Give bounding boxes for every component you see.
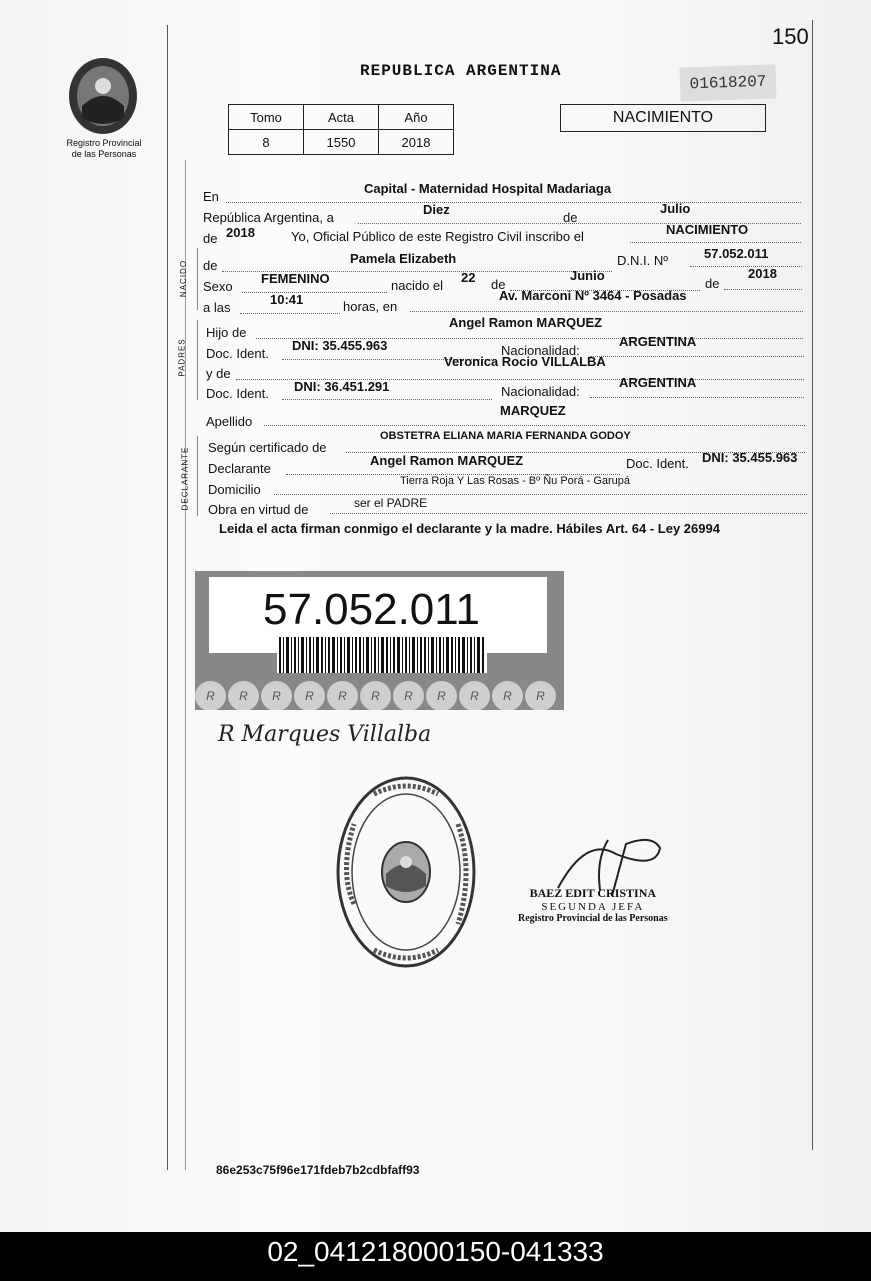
logo-caption bbox=[52, 138, 156, 160]
serial-number: 01618207 bbox=[679, 64, 776, 101]
dotted-line bbox=[724, 289, 802, 290]
dni-sticker bbox=[195, 571, 564, 710]
document-type-box: NACIMIENTO bbox=[560, 104, 766, 132]
legal-text: Leida el acta firman conmigo el declarante y la madre. Hábiles Art. 64 - Ley 26994 bbox=[219, 521, 720, 536]
label-horas: horas, en bbox=[343, 299, 398, 314]
label-name: de bbox=[203, 258, 218, 273]
label-declarante: Declarante bbox=[208, 461, 271, 476]
security-pattern bbox=[195, 681, 564, 710]
label-apellido: Apellido bbox=[206, 414, 253, 429]
label-doc-father: Doc. Ident. bbox=[206, 346, 269, 361]
value-dni: 57.052.011 bbox=[704, 246, 769, 261]
logo-caption-line1: Registro Provincial bbox=[66, 138, 142, 148]
pattern-r: R bbox=[228, 681, 259, 710]
page-number: 150 bbox=[772, 24, 809, 49]
value-acta: 1550 bbox=[304, 130, 379, 155]
provincial-shield-icon bbox=[64, 56, 142, 136]
dotted-line bbox=[590, 397, 804, 398]
value-inscribe: NACIMIENTO bbox=[666, 222, 749, 237]
pattern-r: R bbox=[360, 681, 391, 710]
value-certificado: OBSTETRA ELIANA MARIA FERNANDA GODOY bbox=[380, 430, 631, 442]
label-hijo: Hijo de bbox=[206, 325, 247, 340]
header-anio: Año bbox=[379, 105, 454, 130]
left-border-line bbox=[167, 25, 168, 1170]
pattern-r: R bbox=[459, 681, 490, 710]
value-birth-year: 2018 bbox=[748, 266, 777, 281]
dotted-line bbox=[330, 513, 807, 514]
label-sexo: Sexo bbox=[203, 279, 233, 294]
label-republica: República Argentina, a bbox=[203, 210, 334, 225]
header-tomo: Tomo bbox=[229, 105, 304, 130]
dotted-line bbox=[630, 242, 801, 243]
label-dni: D.N.I. Nº bbox=[617, 253, 668, 268]
section-label-nacido: NACIDO bbox=[179, 259, 189, 298]
pattern-r: R bbox=[525, 681, 556, 710]
value-day: Diez bbox=[423, 202, 450, 217]
section-label-declarante: DECLARANTE bbox=[180, 446, 190, 511]
label-doc-declarante: Doc. Ident. bbox=[626, 456, 689, 471]
parent-signatures: R Marques Villalba bbox=[218, 722, 432, 747]
official-title: SEGUNDA JEFA bbox=[541, 901, 645, 913]
value-tomo: 8 bbox=[229, 130, 304, 155]
pattern-r: R bbox=[195, 681, 226, 710]
value-mother-nac: ARGENTINA bbox=[619, 375, 697, 390]
dotted-line bbox=[240, 313, 340, 314]
label-en: En bbox=[203, 189, 219, 204]
value-mother-doc: DNI: 36.451.291 bbox=[294, 379, 390, 394]
logo-caption-line2: de las Personas bbox=[71, 149, 137, 159]
label-de-year: de bbox=[203, 231, 218, 246]
dotted-line bbox=[282, 399, 492, 400]
dni-sticker-number: 57.052.011 bbox=[263, 585, 480, 634]
inner-border-line bbox=[185, 160, 186, 1170]
section-bar-declarante bbox=[197, 436, 198, 516]
label-hora: a las bbox=[203, 300, 231, 315]
registry-header-row bbox=[229, 105, 454, 130]
label-certificado: Según certificado de bbox=[208, 440, 327, 455]
label-de-byear: de bbox=[705, 276, 720, 291]
section-bar-nacido bbox=[197, 248, 198, 310]
pattern-r: R bbox=[492, 681, 523, 710]
value-declarante-doc: DNI: 35.455.963 bbox=[702, 450, 798, 465]
barcode-icon bbox=[277, 637, 487, 673]
section-bar-padres bbox=[197, 320, 198, 400]
value-domicilio: Tierra Roja Y Las Rosas - Bº Ñu Porá - Garupá bbox=[400, 475, 631, 487]
pattern-r: R bbox=[393, 681, 424, 710]
label-nac-mother: Nacionalidad: bbox=[501, 384, 580, 399]
value-anio: 2018 bbox=[379, 130, 454, 155]
label-de-month: de bbox=[563, 210, 578, 225]
label-obra: Obra en virtud de bbox=[208, 502, 309, 517]
dotted-line bbox=[410, 311, 803, 312]
value-mother: Veronica Rocio VILLALBA bbox=[444, 354, 606, 369]
label-de-bmonth: de bbox=[491, 277, 506, 292]
value-birth-month: Junio bbox=[570, 268, 605, 283]
pattern-r: R bbox=[261, 681, 292, 710]
value-birth-place: Av. Marconi Nº 3464 - Posadas bbox=[499, 288, 687, 303]
document-hash: 86e253c75f96e171fdeb7b2cdbfaff93 bbox=[216, 1163, 420, 1177]
right-border-line bbox=[812, 20, 813, 1150]
registry-table bbox=[228, 104, 454, 155]
official-seal-icon bbox=[334, 774, 484, 970]
value-declarante: Angel Ramon MARQUEZ bbox=[370, 453, 524, 468]
label-doc-mother: Doc. Ident. bbox=[206, 386, 269, 401]
value-name: Pamela Elizabeth bbox=[350, 251, 457, 266]
dotted-line bbox=[242, 292, 387, 293]
official-org: Registro Provincial de las Personas bbox=[518, 913, 668, 924]
value-father-doc: DNI: 35.455.963 bbox=[292, 338, 388, 353]
label-nacido: nacido el bbox=[391, 278, 444, 293]
dotted-line bbox=[274, 494, 807, 495]
registry-value-row bbox=[229, 130, 454, 155]
official-block bbox=[518, 886, 668, 924]
pattern-r: R bbox=[294, 681, 325, 710]
value-father-nac: ARGENTINA bbox=[619, 334, 697, 349]
header-acta: Acta bbox=[304, 105, 379, 130]
label-y-de: y de bbox=[206, 366, 231, 381]
dotted-line bbox=[226, 202, 801, 203]
value-father: Angel Ramon MARQUEZ bbox=[449, 315, 603, 330]
dotted-line bbox=[690, 266, 802, 267]
footer-code: 02_041218000150-041333 bbox=[0, 1232, 871, 1281]
value-birth-day: 22 bbox=[461, 270, 476, 285]
value-month: Julio bbox=[660, 201, 691, 216]
pattern-r: R bbox=[327, 681, 358, 710]
value-sexo: FEMENINO bbox=[261, 271, 330, 286]
pattern-r: R bbox=[426, 681, 457, 710]
document-title: REPUBLICA ARGENTINA bbox=[360, 62, 562, 80]
label-oficial: Yo, Oficial Público de este Registro Civil inscribo el bbox=[291, 229, 584, 244]
value-year: 2018 bbox=[226, 225, 255, 240]
value-place: Capital - Maternidad Hospital Madariaga bbox=[364, 181, 612, 196]
section-label-padres: PADRES bbox=[177, 338, 187, 377]
value-apellido: MARQUEZ bbox=[500, 403, 566, 418]
label-domicilio: Domicilio bbox=[208, 482, 261, 497]
official-name: BAEZ EDIT CRISTINA bbox=[529, 886, 657, 900]
dotted-line bbox=[264, 425, 805, 426]
label-nac-father: Nacionalidad: bbox=[501, 343, 580, 358]
value-hora: 10:41 bbox=[270, 292, 304, 307]
value-obra: ser el PADRE bbox=[354, 496, 428, 510]
dotted-line bbox=[590, 356, 804, 357]
